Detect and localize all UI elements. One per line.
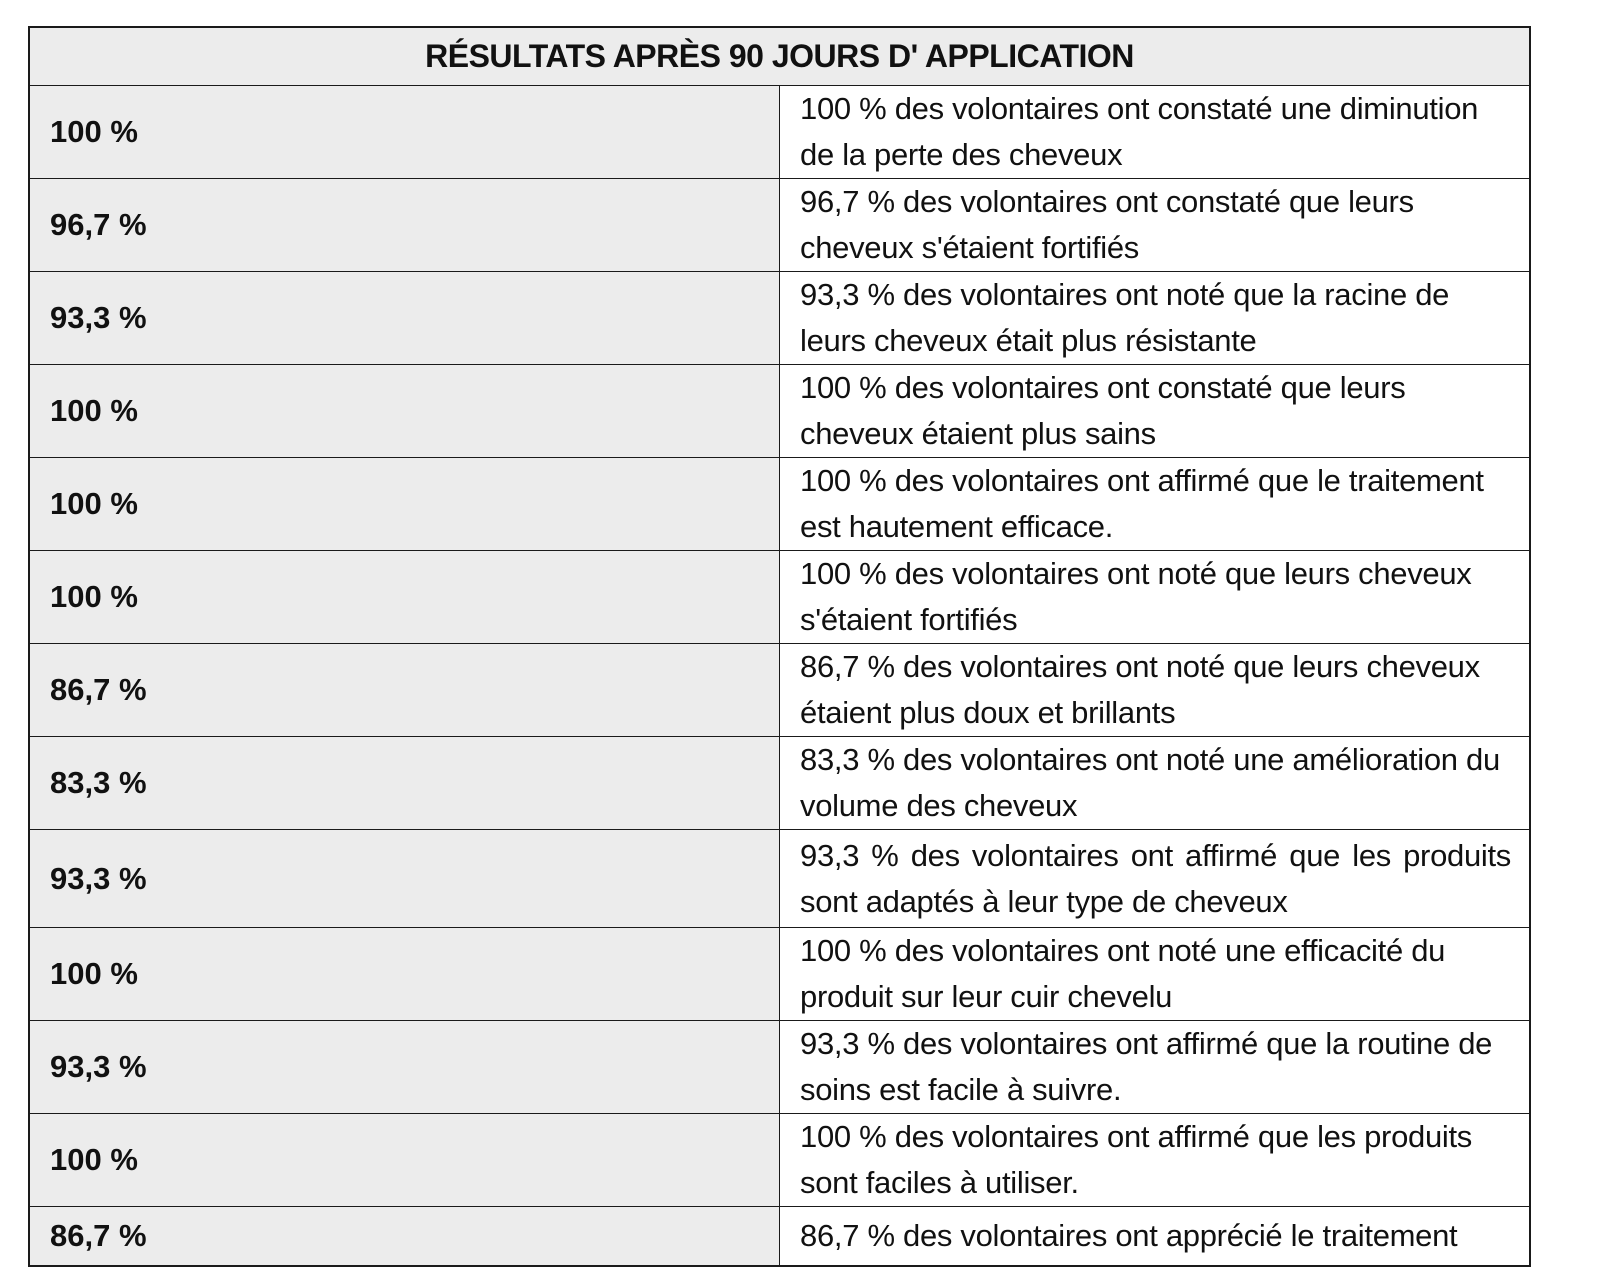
table-row — [29, 272, 1530, 365]
percentage-cell: 100 % — [29, 458, 780, 551]
description-cell: 100 % des volontaires ont noté une efficacité du produit sur leur cuir chevelu — [780, 928, 1531, 1021]
percentage-cell: 100 % — [29, 551, 780, 644]
percentage-cell: 100 % — [29, 365, 780, 458]
table-row — [29, 644, 1530, 737]
table-row — [29, 1207, 1530, 1266]
description-cell: 100 % des volontaires ont constaté une diminution de la perte des cheveux — [780, 86, 1531, 179]
table-row — [29, 737, 1530, 830]
description-cell: 100 % des volontaires ont constaté que leurs cheveux étaient plus sains — [780, 365, 1531, 458]
percentage-cell: 83,3 % — [29, 737, 780, 830]
table-row — [29, 365, 1530, 458]
percentage-cell: 93,3 % — [29, 272, 780, 365]
percentage-cell: 100 % — [29, 1114, 780, 1207]
percentage-cell: 93,3 % — [29, 830, 780, 928]
description-cell: 96,7 % des volontaires ont constaté que leurs cheveux s'étaient fortifiés — [780, 179, 1531, 272]
percentage-cell: 100 % — [29, 86, 780, 179]
table-row — [29, 1114, 1530, 1207]
description-cell: 86,7 % des volontaires ont noté que leurs cheveux étaient plus doux et brillants — [780, 644, 1531, 737]
description-cell: 83,3 % des volontaires ont noté une amélioration du volume des cheveux — [780, 737, 1531, 830]
results-table — [28, 26, 1531, 1267]
table-row — [29, 830, 1530, 928]
description-cell: 93,3 % des volontaires ont affirmé que les produits sont adaptés à leur type de cheveux — [780, 830, 1531, 928]
table-title: RÉSULTATS APRÈS 90 JOURS D' APPLICATION — [29, 27, 1530, 86]
description-cell: 93,3 % des volontaires ont noté que la racine de leurs cheveux était plus résistante — [780, 272, 1531, 365]
percentage-cell: 86,7 % — [29, 1207, 780, 1266]
description-cell: 93,3 % des volontaires ont affirmé que la routine de soins est facile à suivre. — [780, 1021, 1531, 1114]
description-cell: 100 % des volontaires ont affirmé que les produits sont faciles à utiliser. — [780, 1114, 1531, 1207]
percentage-cell: 86,7 % — [29, 644, 780, 737]
percentage-cell: 96,7 % — [29, 179, 780, 272]
description-cell: 86,7 % des volontaires ont apprécié le traitement — [780, 1207, 1531, 1266]
table-row — [29, 179, 1530, 272]
table-row — [29, 551, 1530, 644]
description-cell: 100 % des volontaires ont affirmé que le traitement est hautement efficace. — [780, 458, 1531, 551]
percentage-cell: 93,3 % — [29, 1021, 780, 1114]
description-cell: 100 % des volontaires ont noté que leurs cheveux s'étaient fortifiés — [780, 551, 1531, 644]
table-row — [29, 928, 1530, 1021]
table-row — [29, 1021, 1530, 1114]
percentage-cell: 100 % — [29, 928, 780, 1021]
table-row — [29, 458, 1530, 551]
table-row — [29, 86, 1530, 179]
